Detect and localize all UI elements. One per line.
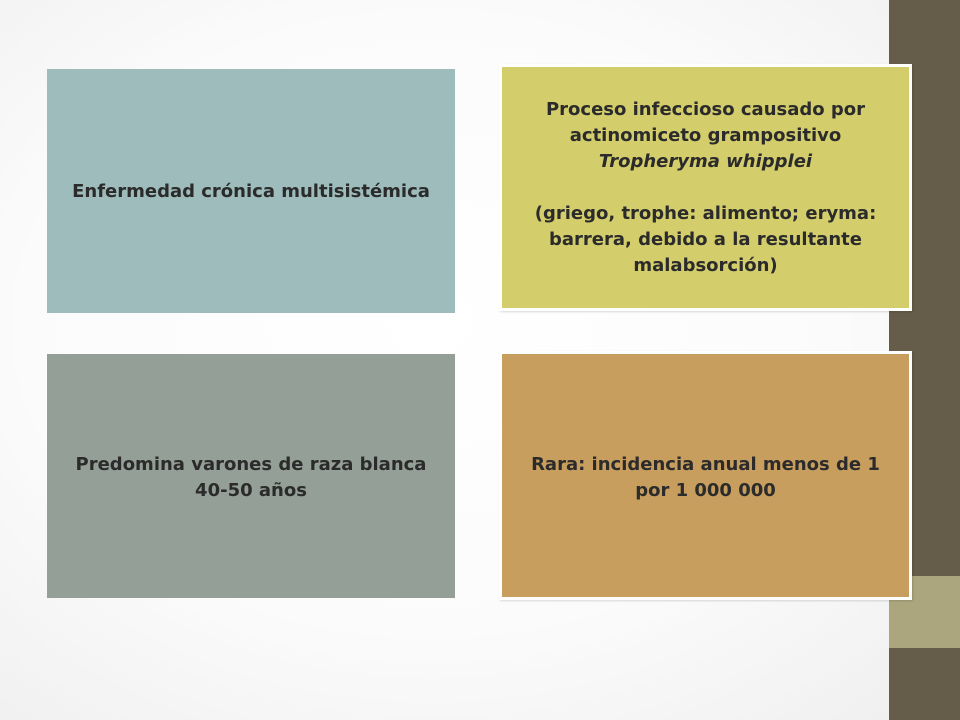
chronic-disease-text: Enfermedad crónica multisistémica (72, 181, 430, 202)
organism-name: Tropheryma whipplei (598, 150, 813, 172)
incidence-text: Rara: incidencia anual menos de 1 por 1 000 000 (531, 453, 880, 501)
infectious-process-cause: Proceso infeccioso causado por actinomiceto grampositivo (545, 98, 866, 146)
demographics-text (76, 452, 427, 504)
info-box-incidence (499, 351, 912, 600)
info-box-infectious-process (499, 64, 912, 311)
demographics-population: Predomina varones de raza blanca (75, 454, 427, 475)
etymology-text: (griego, trophe: alimento; eryma: barrera, debido a la resultante malabsorción) (534, 202, 877, 276)
infectious-process-text (516, 97, 895, 175)
info-box-demographics (47, 354, 455, 598)
demographics-age: 40-50 años (195, 480, 307, 501)
info-box-chronic-disease (47, 69, 455, 313)
